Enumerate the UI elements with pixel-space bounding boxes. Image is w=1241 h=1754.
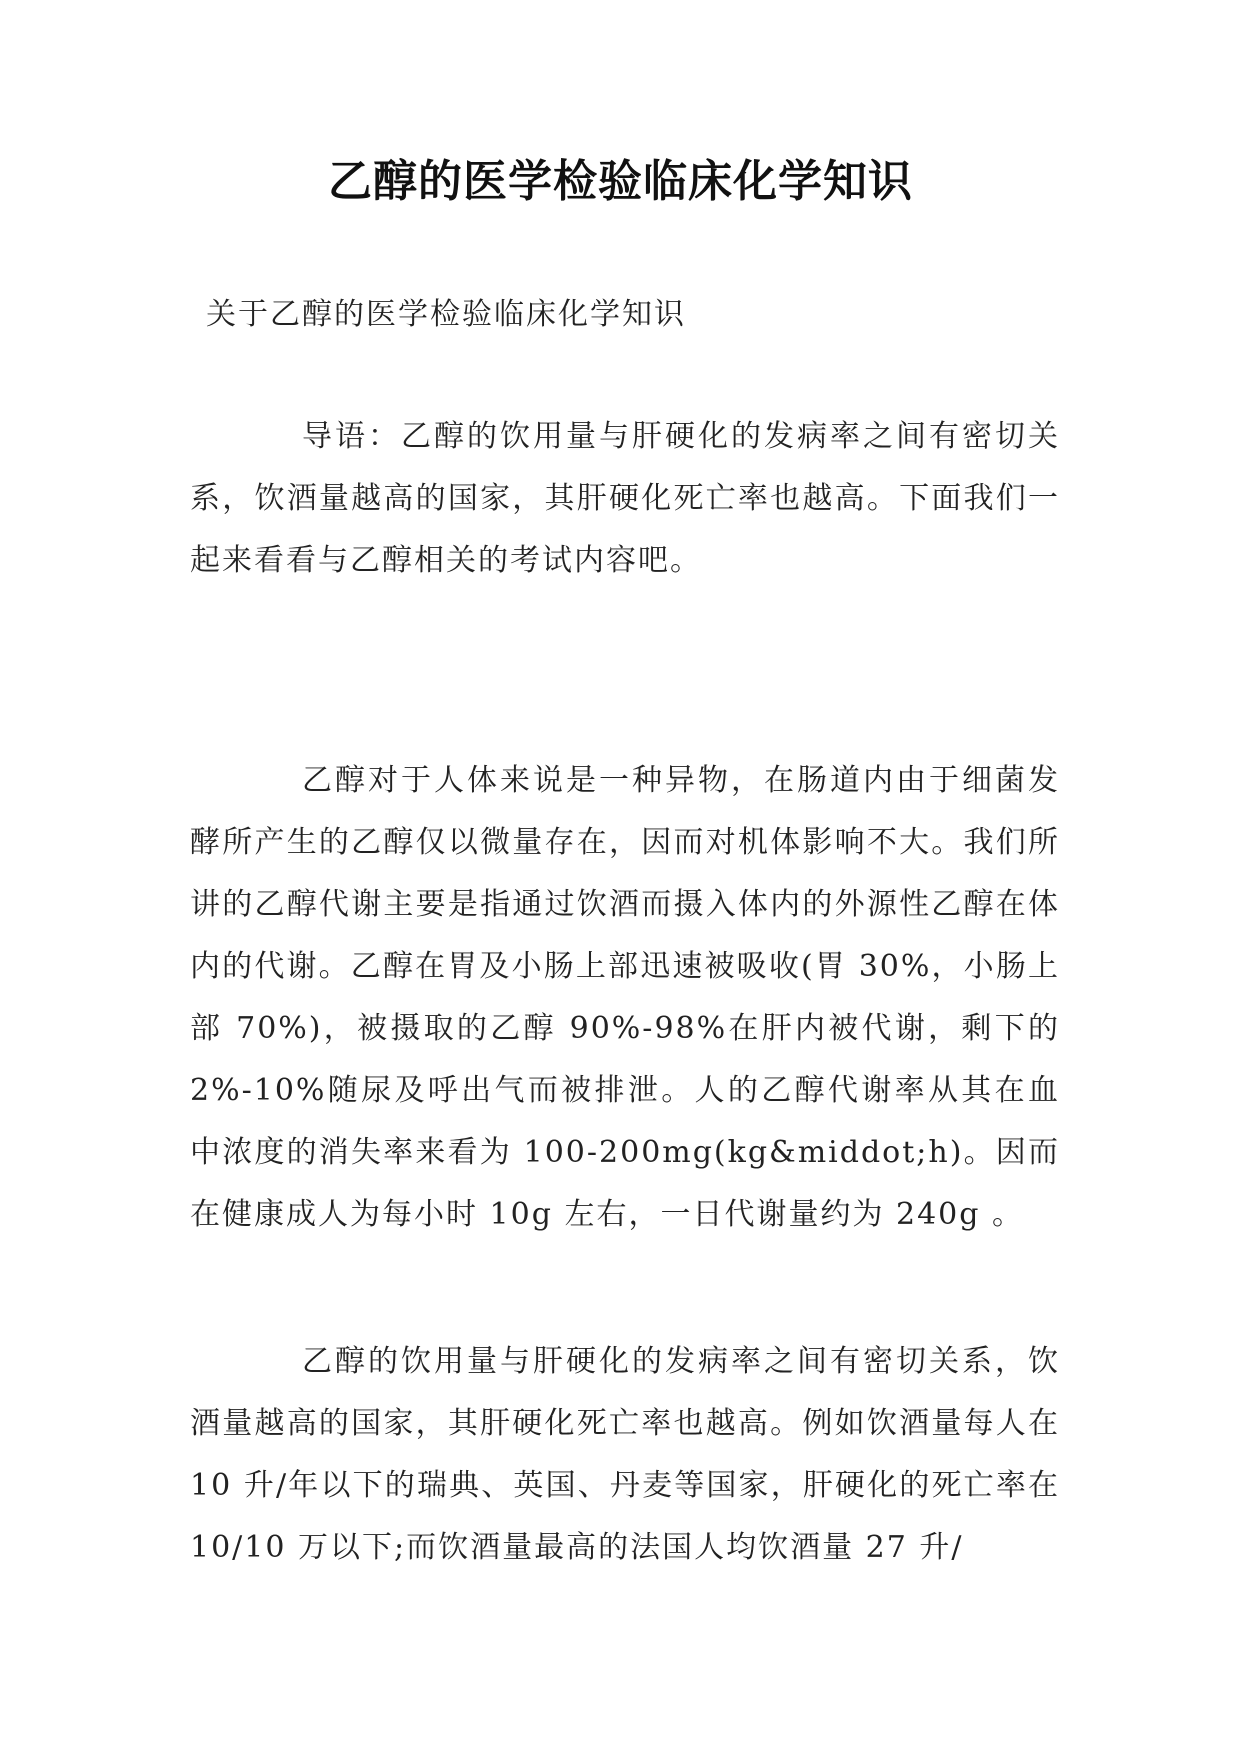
document-title: 乙醇的医学检验临床化学知识 — [328, 156, 913, 207]
paragraph-intro: 导语：乙醇的饮用量与肝硬化的发病率之间有密切关系，饮酒量越高的国家，其肝硬化死亡率也越高。下面我们一起来看看与乙醇相关的考试内容吧。 — [190, 419, 1060, 578]
document-subtitle: 关于乙醇的医学检验临床化学知识 — [206, 297, 686, 332]
paragraph-cirrhosis: 乙醇的饮用量与肝硬化的发病率之间有密切关系，饮酒量越高的国家，其肝硬化死亡率也越高。例如饮酒量每人在 10 升/年以下的瑞典、英国、丹麦等国家，肝硬化的死亡率在 10/10 万以下;而饮酒量最高的法国人均饮酒量 27 升/ — [190, 1344, 1060, 1565]
paragraph-metabolism: 乙醇对于人体来说是一种异物，在肠道内由于细菌发酵所产生的乙醇仅以微量存在，因而对机体影响不大。我们所讲的乙醇代谢主要是指通过饮酒而摄入体内的外源性乙醇在体内的代谢。乙醇在胃及小肠上部迅速被吸收(胃 30%，小肠上部 70%)，被摄取的乙醇 90%-98%在肝内被代谢，剩下的 2%-10%随尿及呼出气而被排泄。人的乙醇代谢率从其在血中浓度的消失率来看为 100-200mg(kg&middot;h)。因而在健康成人为每小时 10g 左右，一日代谢量约为 240g 。 — [190, 763, 1060, 1232]
